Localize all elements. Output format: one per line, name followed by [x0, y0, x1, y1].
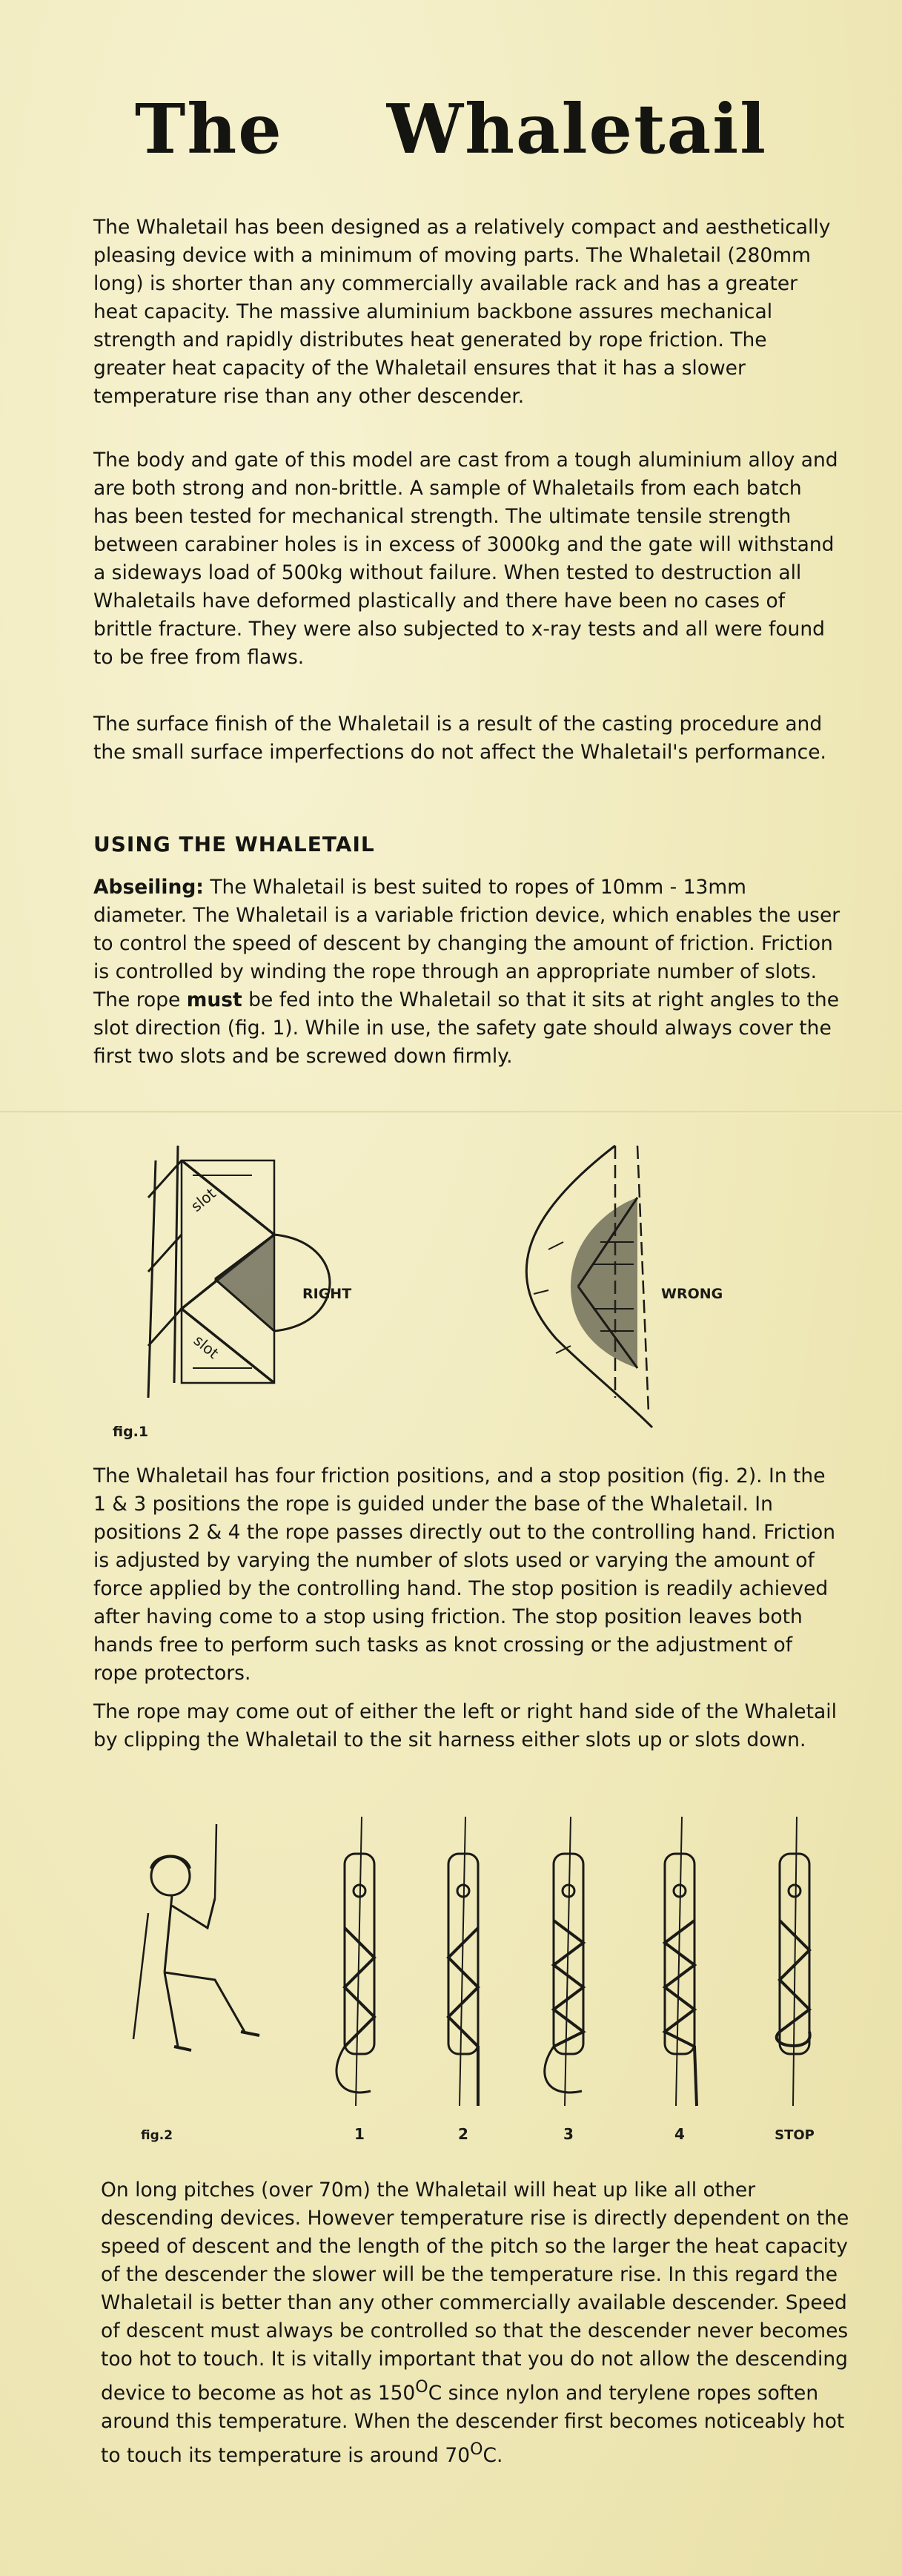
title-word-the: The — [134, 89, 283, 169]
fig2-position-2-icon — [448, 1817, 478, 2106]
fig2-label-2: 2 — [458, 2125, 468, 2143]
fig1-illustration — [104, 1116, 800, 1450]
fig2-label-4: 4 — [674, 2125, 685, 2143]
fig2-label-3: 3 — [563, 2125, 574, 2143]
fig2-position-4-icon — [665, 1817, 697, 2106]
fig2-label-1: 1 — [354, 2125, 365, 2143]
degree-mark-2: O — [470, 2440, 483, 2459]
fig2-position-1-icon — [336, 1817, 374, 2106]
title-word-whaletail: Whaletail — [386, 89, 768, 169]
fig1-caption: fig.1 — [113, 1424, 149, 1440]
abseiling-label: Abseiling: — [93, 876, 204, 899]
page-title — [0, 89, 902, 169]
abseiling-paragraph — [93, 873, 842, 1071]
degree-mark-1: O — [415, 2378, 428, 2397]
abseiling-emphasis: must — [186, 988, 242, 1011]
fig2-climber-icon — [133, 1824, 259, 2050]
fig2-label-stop: STOP — [775, 2127, 815, 2143]
section-heading: USING THE WHALETAIL — [93, 832, 375, 856]
intro-paragraph-3: The surface finish of the Whaletail is a result of the casting procedure and the small surface imperfections do not affect the Whaletail's performance. — [93, 713, 826, 764]
fig1-wrong-label: WRONG — [661, 1286, 723, 1302]
fig2-stop-position-icon — [777, 1817, 810, 2106]
intro-paragraph-1: The Whaletail has been designed as a relatively compact and aesthetically pleasing device with a minimum of moving parts. The Whaletail (280mm long) is shorter than any commercially available rack and has a greater heat capacity. The massive aluminium backbone assures mechanical strength and rapidly distributes heat generated by rope friction. The greater heat capacity of the Whaletail ensures that it has a slower temperature rise than any other descender. — [93, 216, 831, 408]
fig2-caption: fig.2 — [141, 2128, 173, 2143]
final-text-end: C. — [482, 2443, 503, 2467]
final-text-before: On long pitches (over 70m) the Whaletail will heat up like all other descending devices. However temperature rise is directly dependent on the speed of descent and the length of the pitch so the larger the heat capacity of the descender the slower will be the temperature rise. In this regard the Whaletail is better than any other commercially available descender. Speed of descent must always be controlled so that the descender never becomes too hot to touch. It is vitally important that you do not allow the descending device to become as hot as 150 — [101, 2179, 849, 2405]
positions-paragraph-2: The rope may come out of either the left or right hand side of the Whaletail by clipping the Whaletail to the sit harness either slots up or slots down. — [93, 1700, 837, 1751]
intro-paragraph-2: The body and gate of this model are cast from a tough aluminium alloy and are both strong and non-brittle. A sample of Whaletails from each batch has been tested for mechanical strength. The ultimate tensile strength between carabiner holes is in excess of 3000kg and the gate will withstand a sideways load of 500kg without failure. When tested to destruction all Whaletails have deformed plastically and there have been no cases of brittle fracture. They were also subjected to x-ray tests and all were found to be free from flaws. — [93, 449, 838, 669]
final-text-middle: C since nylon and terylene ropes soften around this temperature. When the descender first becomes noticeably hot to touch its temperature is around 70 — [101, 2381, 845, 2467]
fig2-illustration — [104, 1809, 838, 2143]
fig1-right-device-icon — [148, 1146, 330, 1398]
fig1-right-label: RIGHT — [302, 1286, 352, 1302]
final-paragraph — [101, 2176, 849, 2470]
fig1-wrong-device-icon — [526, 1146, 652, 1427]
fig2-position-3-icon — [545, 1817, 583, 2106]
positions-paragraph-1: The Whaletail has four friction positions, and a stop position (fig. 2). In the 1 & 3 positions the rope is guided under the base of the Whaletail. In positions 2 & 4 the rope passes directly out to the controlling hand. Friction is adjusted by varying the number of slots used or varying the amount of force applied by the controlling hand. The stop position is readily achieved after having come to a stop using friction. The stop position leaves both hands free to perform such tasks as knot crossing or the adjustment of rope protectors. — [93, 1464, 836, 1685]
paper-fold-line — [0, 1111, 902, 1114]
abseiling-text-after: be fed into the Whaletail so that it sits at right angles to the slot direction (fig. 1). While in use, the safety gate should always cover the first two slots and be screwed down firmly. — [93, 988, 840, 1068]
fig1-slot-label-top: slot — [187, 1184, 219, 1215]
abseiling-text-before: The Whaletail is best suited to ropes of 10mm - 13mm diameter. The Whaletail is a variable friction device, which enables the user to control the speed of descent by changing the amount of friction. Friction is controlled by winding the rope through an appropriate number of slots. The rope — [93, 876, 840, 1011]
fig1-slot-label-bottom: slot — [190, 1331, 222, 1363]
